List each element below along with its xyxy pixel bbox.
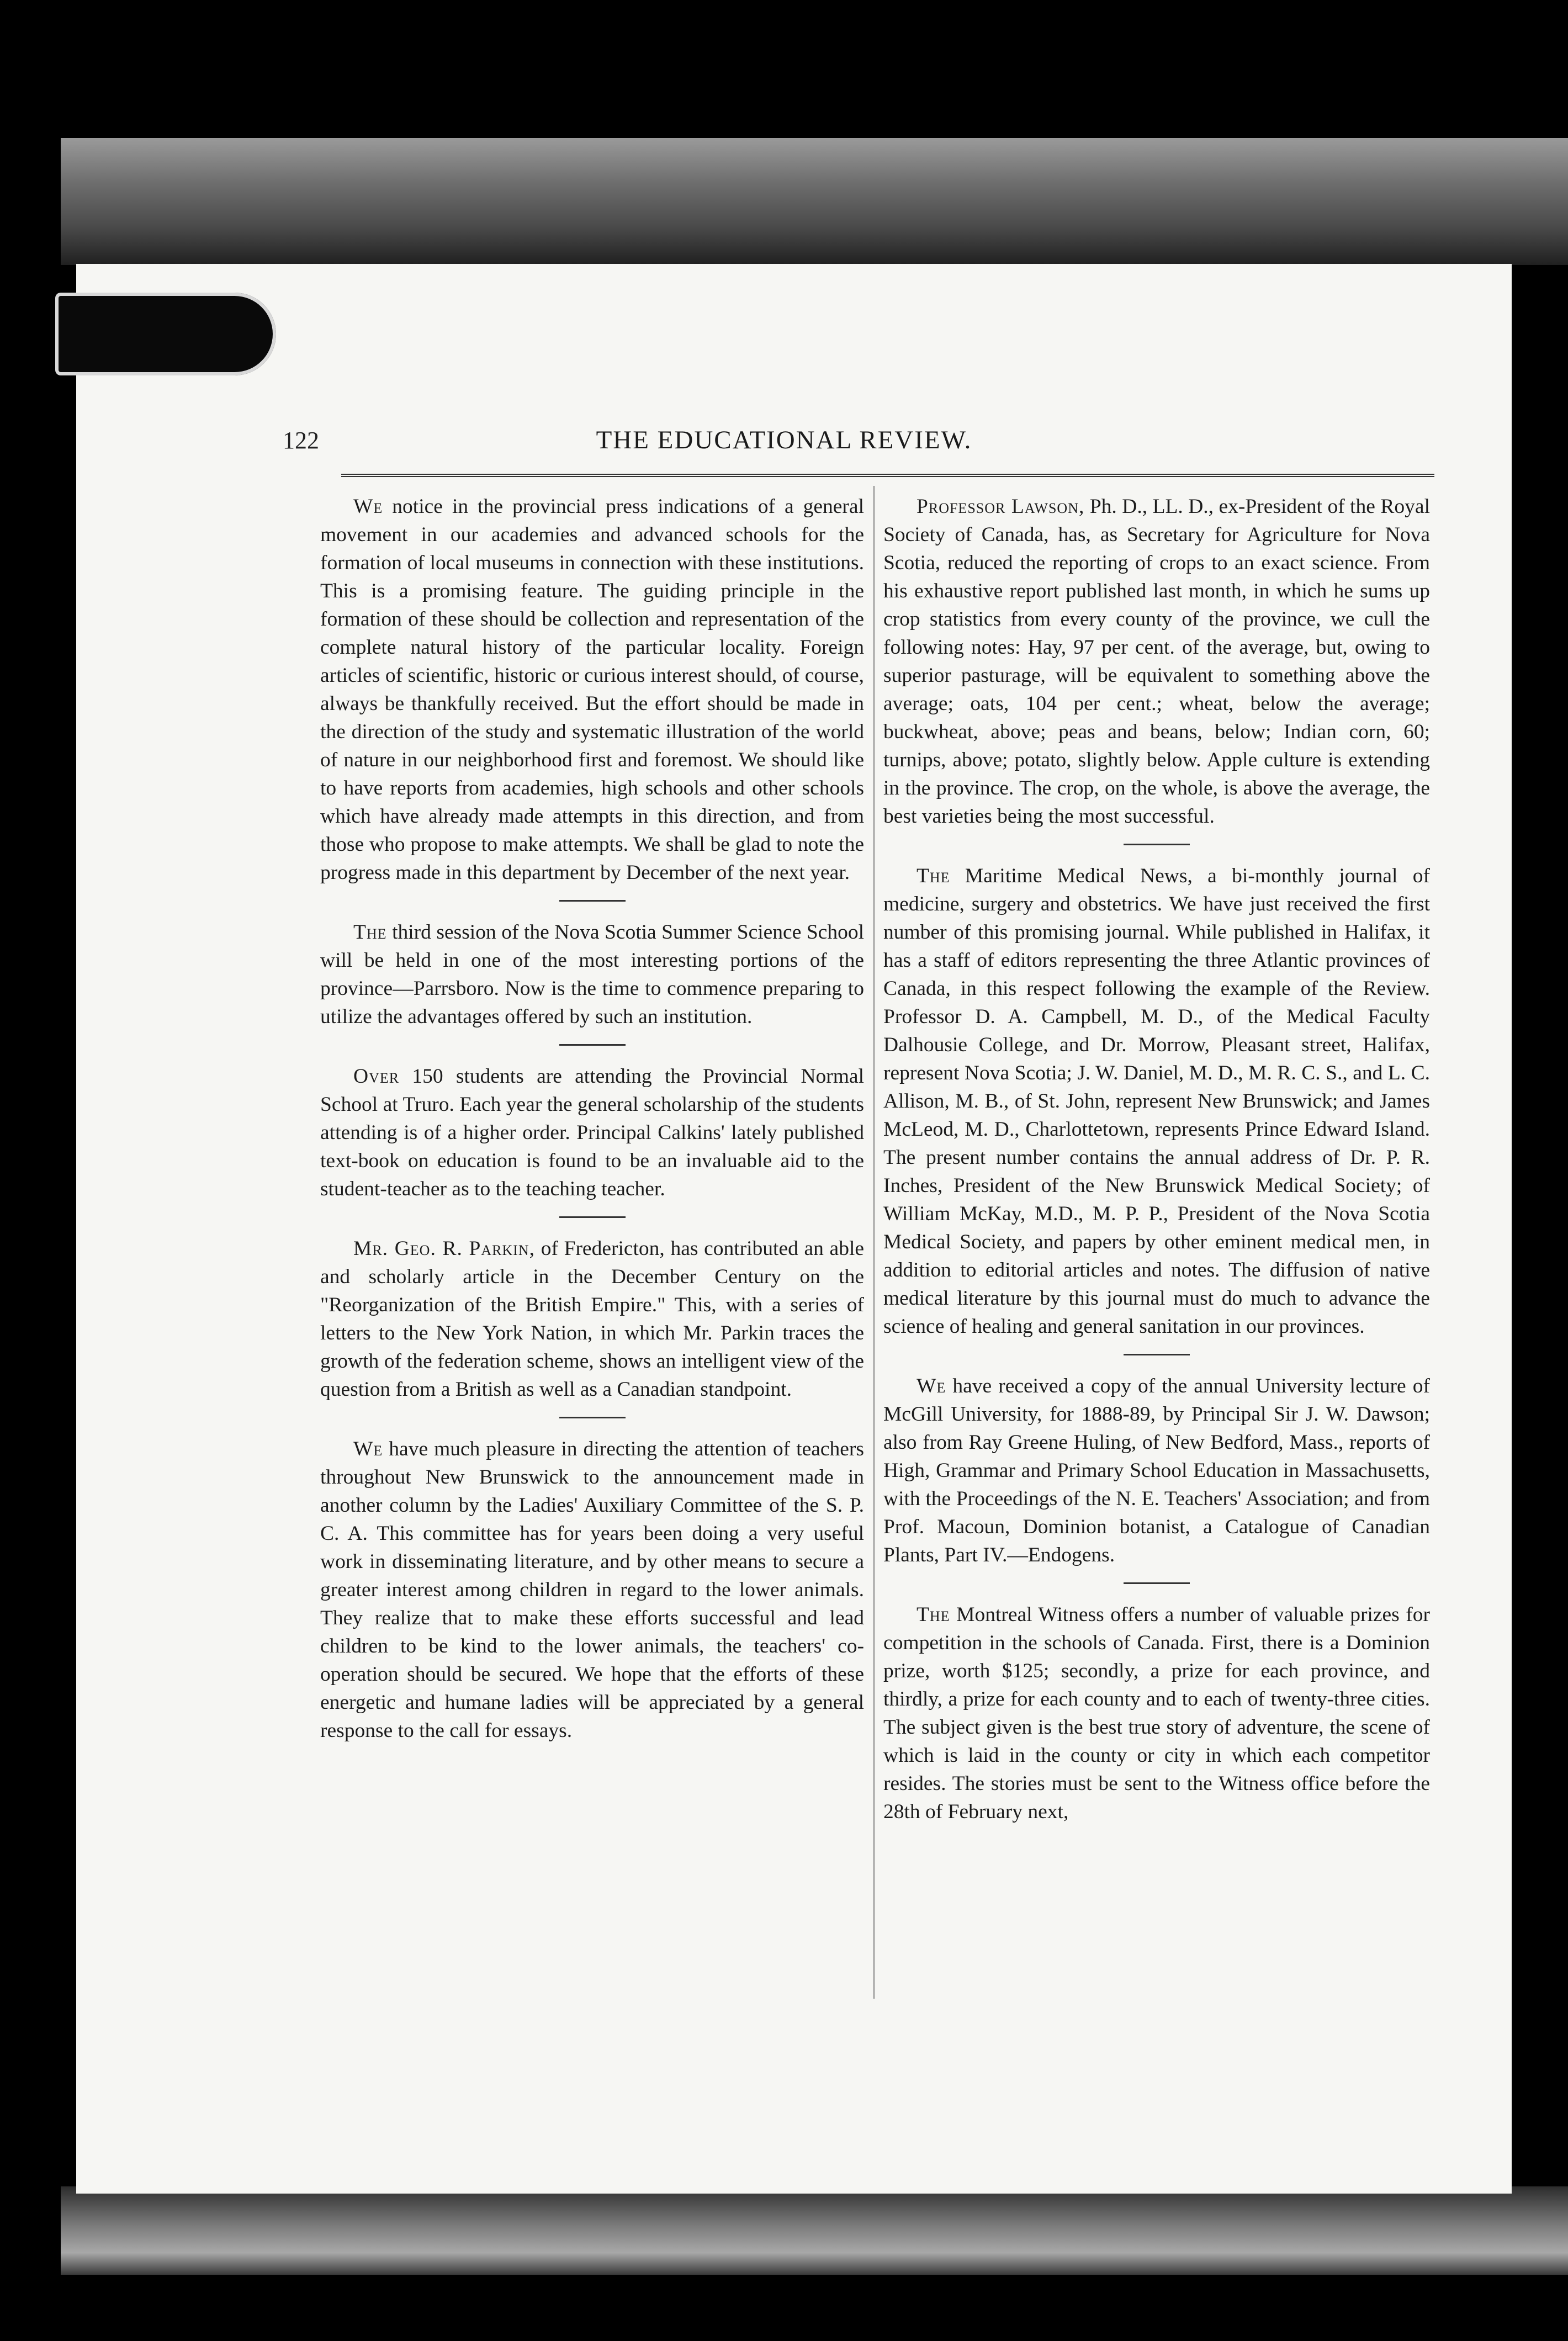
article-lead: Over: [353, 1065, 400, 1088]
article-spca: [320, 1435, 864, 1745]
column-divider: [873, 486, 875, 1999]
article-lead: We: [917, 1375, 946, 1397]
article-summer-school: [320, 918, 864, 1031]
running-title: THE EDUCATIONAL REVIEW.: [596, 426, 972, 454]
article-normal-school: [320, 1062, 864, 1203]
section-separator: [1124, 1582, 1190, 1584]
page-number: 122: [283, 427, 319, 454]
article-lead: The: [917, 865, 950, 887]
section-separator: [559, 1417, 626, 1418]
article-body: of Fredericton, has contributed an able and scholarly article in the December Century on the "Reorganization of the British Empire." This, with a series of letters to the New York Nation, in which Mr. Parkin traces the growth of the federation scheme, shows an intelligent view of the question from a British as well as a Canadian standpoint.: [320, 1237, 865, 1401]
article-body: third session of the Nova Scotia Summer Science School will be held in one of the most interesting portions of the province—Parrsboro. Now is the time to commence preparing to utilize the advantages offered by such an institution.: [320, 921, 864, 1028]
section-separator: [559, 1044, 626, 1046]
article-lead: The: [917, 1603, 950, 1626]
article-lead: We: [353, 495, 383, 518]
article-body: notice in the provincial press indications of a general movement in our academies and advanced schools for the formation of local museums in connection with these institutions. This is a promising feature. The guiding principle in the formation of these should be collection and representation of the complete natural history of the particular locality. Foreign articles of scientific, historic or curious interest should, of course, always be thankfully received. But the effort should be made in the direction of the study and systematic illustration of the world of nature in our neighborhood first and foremost. We should like to have reports from academies, high schools and other schools which have already made attempts in this direction, and from those who propose to make attempts. We shall be glad to note the progress made in this department by December of the next year.: [320, 495, 864, 884]
article-body: have received a copy of the annual University lecture of McGill University, for 1888-89, by Principal Sir J. W. Dawson; also from Ray Greene Huling, of New Bedford, Mass., reports of High, Grammar and Primary School Education in Massachusetts, with the Proceedings of the N. E. Teachers' Association; and from Prof. Macoun, Dominion botanist, a Catalogue of Canadian Plants, Part IV.—Endogens.: [883, 1375, 1430, 1566]
article-museums: [320, 492, 864, 887]
article-body: 150 students are attending the Provincial Normal School at Truro. Each year the general scholarship of the students attending is of a higher order. Principal Calkins' lately published text-book on education is found to be an invaluable aid to the student-teacher as to the teaching teacher.: [320, 1065, 864, 1200]
right-column: [883, 492, 1430, 1839]
article-lawson: [883, 492, 1430, 830]
section-separator: [559, 900, 626, 902]
article-lead: Professor Lawson,: [917, 495, 1085, 518]
section-separator: [1124, 844, 1190, 845]
article-parkin: [320, 1235, 864, 1403]
article-lead: The: [353, 921, 387, 944]
article-lead: Mr. Geo. R. Parkin,: [353, 1237, 536, 1260]
section-separator: [559, 1216, 626, 1218]
article-body: have much pleasure in directing the attention of teachers throughout New Brunswick to the announcement made in another column by the Ladies' Auxiliary Committee of the S. P. C. A. This committee has for years been doing a very useful work in disseminating literature, and by other means to secure a greater interest among children in regard to the lower animals. They realize that to make these efforts successful and lead children to be kind to the lower animals, the teachers' co-operation should be secured. We hope that the efforts of these energetic and humane ladies will be appreciated by a general response to the call for essays.: [320, 1438, 864, 1742]
scan-shadow-top: [61, 138, 1568, 265]
article-body: Ph. D., LL. D., ex-President of the Royal Society of Canada, has, as Secretary for Agriculture for Nova Scotia, reduced the reporting of crops to an exact science. From his exhaustive report published last month, in which he sums up crop statistics from every county of the province, we cull the following notes: Hay, 97 per cent. of the average, but, owing to superior pasturage, will be equivalent to something above the average; oats, 104 per cent.; wheat, below the average; buckwheat, above; peas and beans, below; Indian corn, 60; turnips, above; potato, slightly below. Apple culture is extending in the province. The crop, on the whole, is above the average, the best varieties being the most successful.: [883, 495, 1430, 828]
section-separator: [1124, 1354, 1190, 1355]
article-body: Montreal Witness offers a number of valuable prizes for competition in the schools of Canada. First, there is a Dominion prize, worth $125; secondly, a prize for each province, and thirdly, a prize for each county and to each of twenty-three cities. The subject given is the best true story of adventure, the scene of which is laid in the county or city in which each competitor resides. The stories must be sent to the Witness office before the 28th of February next,: [883, 1603, 1430, 1823]
article-witness: [883, 1601, 1430, 1826]
left-column: [320, 492, 864, 1758]
header-rule: [341, 474, 1434, 477]
article-body: Maritime Medical News, a bi-monthly journal of medicine, surgery and obstetrics. We have just received the first number of this promising journal. While published in Halifax, it has a staff of editors representing the three Atlantic provinces of Canada, in this respect following the example of the Review. Professor D. A. Campbell, M. D., of the Medical Faculty Dalhousie College, and Dr. Morrow, Pleasant street, Halifax, represent Nova Scotia; J. W. Daniel, M. D., M. R. C. S., and L. C. Allison, M. B., of St. John, represent New Brunswick; and James McLeod, M. D., Charlottetown, represents Prince Edward Island. The present number contains the annual address of Dr. P. R. Inches, President of the New Brunswick Medical Society; of William McKay, M.D., M. P. P., President of the Nova Scotia Medical Society, and papers by other eminent medical men, in addition to editorial articles and notes. The diffusion of native medical literature by this journal must do much to advance the science of healing and general sanitation in our provinces.: [883, 865, 1430, 1338]
article-medical-news: [883, 862, 1430, 1341]
article-lead: We: [353, 1438, 383, 1460]
scan-shadow-bottom: [61, 2186, 1568, 2275]
binder-clip: [55, 293, 276, 375]
article-mcgill: [883, 1372, 1430, 1569]
